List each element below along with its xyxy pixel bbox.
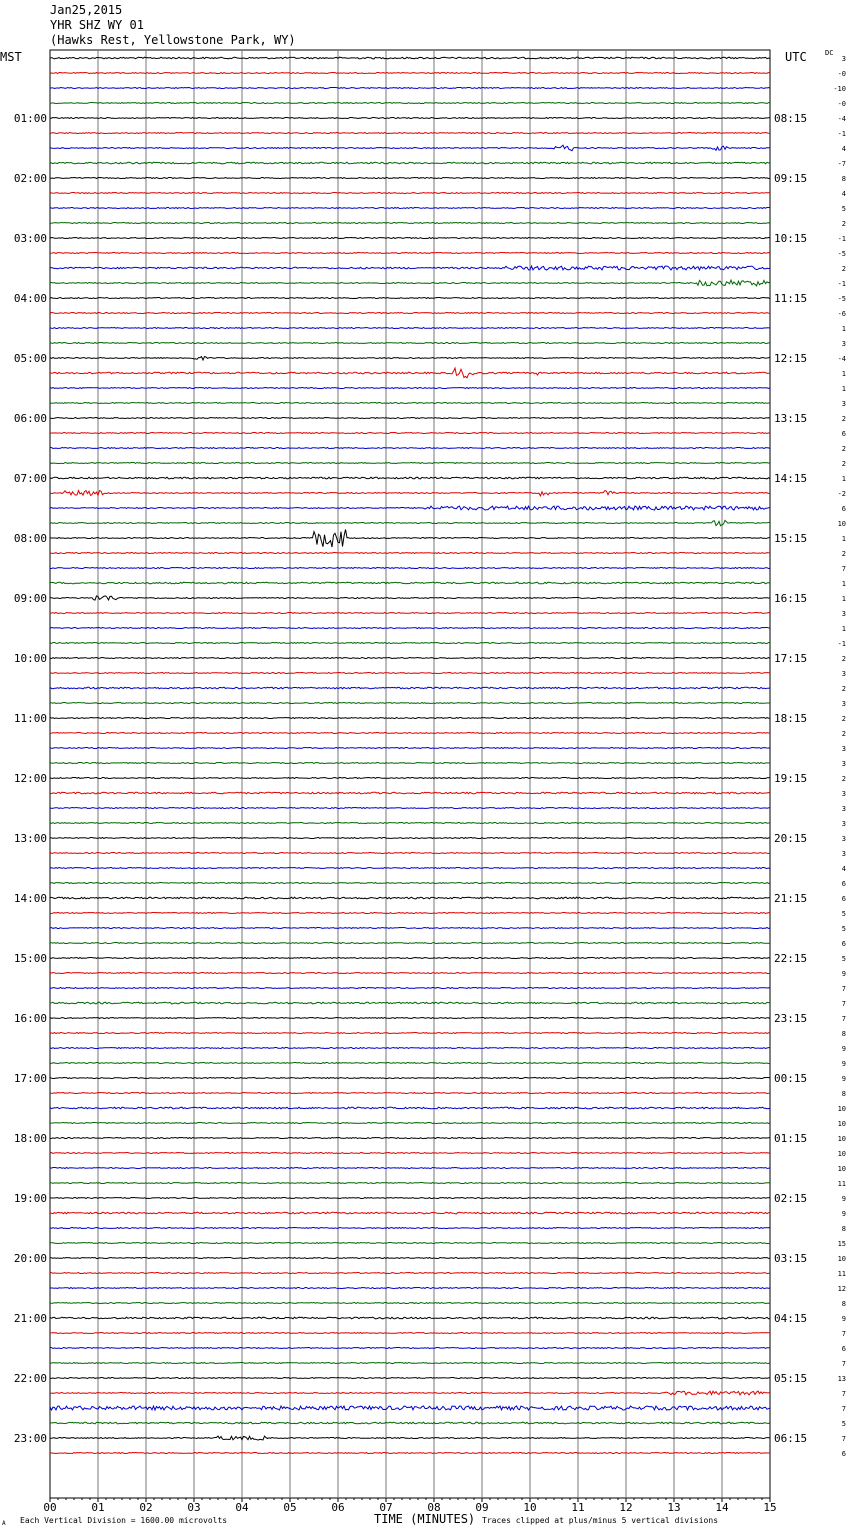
- trace-row: [50, 1243, 770, 1244]
- x-tick-label: 01: [91, 1501, 105, 1514]
- hour-label-right: 17:15: [774, 652, 808, 665]
- trace-row: [50, 1048, 770, 1049]
- trace-row: [50, 328, 770, 329]
- dc-offset-value: 2: [841, 220, 846, 228]
- trace-row: [50, 73, 770, 74]
- hour-label-left: 16:00: [13, 1012, 47, 1025]
- trace-row: [50, 718, 770, 719]
- hour-label-left: 03:00: [13, 232, 47, 245]
- trace-row: [50, 1436, 770, 1440]
- dc-offset-value: -0: [837, 70, 846, 78]
- dc-offset-value: 2: [841, 445, 846, 453]
- trace-row: [50, 733, 770, 734]
- trace-row: [50, 763, 770, 764]
- dc-offset-value: 1: [841, 535, 846, 543]
- hour-label-left: 11:00: [13, 712, 47, 725]
- dc-offset-value: 10: [837, 1105, 846, 1113]
- trace-row: [50, 208, 770, 209]
- hour-label-right: 09:15: [774, 172, 808, 185]
- hour-label-left: 09:00: [13, 592, 47, 605]
- x-tick-label: 05: [283, 1501, 297, 1514]
- dc-offset-value: -4: [837, 115, 846, 123]
- trace-row: [50, 133, 770, 134]
- dc-offset-value: 7: [841, 985, 846, 993]
- trace-row: [50, 703, 770, 704]
- trace-row: [50, 1168, 770, 1169]
- hour-label-right: 04:15: [774, 1312, 808, 1325]
- trace-row: [50, 88, 770, 89]
- vertical-division-note: Each Vertical Division = 1600.00 microvolts: [20, 1516, 228, 1525]
- axis-labels: [14, 55, 846, 1514]
- dc-offset-value: 11: [837, 1270, 846, 1278]
- dc-offset-value: 7: [841, 1435, 846, 1443]
- dc-offset-value: 1: [841, 385, 846, 393]
- trace-row: [50, 313, 770, 314]
- dc-offset-value: 3: [841, 805, 846, 813]
- dc-offset-value: 2: [841, 715, 846, 723]
- trace-row: [50, 687, 770, 689]
- dc-offset-value: 10: [837, 1150, 846, 1158]
- dc-offset-value: 5: [841, 205, 846, 213]
- hour-label-right: 01:15: [774, 1132, 808, 1145]
- trace-row: [50, 748, 770, 749]
- dc-offset-value: -6: [837, 310, 846, 318]
- dc-offset-value: -1: [837, 640, 846, 648]
- dc-offset-value: 4: [841, 190, 846, 198]
- hour-label-right: 05:15: [774, 1372, 808, 1385]
- dc-offset-value: -5: [837, 295, 846, 303]
- x-tick-label: 02: [139, 1501, 153, 1514]
- hour-label-left: 06:00: [13, 412, 47, 425]
- dc-offset-value: 3: [841, 760, 846, 768]
- dc-offset-value: 3: [841, 790, 846, 798]
- dc-offset-header: DC: [825, 49, 834, 57]
- dc-offset-value: -4: [837, 355, 846, 363]
- trace-row: [50, 973, 770, 974]
- trace-row: [50, 1422, 770, 1424]
- trace-row: [50, 1228, 770, 1229]
- hour-label-left: 21:00: [13, 1312, 47, 1325]
- trace-rows: [50, 57, 770, 1453]
- dc-offset-value: 2: [841, 775, 846, 783]
- trace-row: [50, 433, 770, 434]
- trace-row: [50, 943, 770, 944]
- dc-offset-value: 9: [841, 1045, 846, 1053]
- trace-row: [50, 1198, 770, 1199]
- trace-row: [50, 1378, 770, 1379]
- dc-offset-value: 7: [841, 1015, 846, 1023]
- trace-row: [50, 553, 770, 554]
- hour-label-left: 23:00: [13, 1432, 47, 1445]
- dc-offset-value: 12: [837, 1285, 846, 1293]
- hour-label-right: 23:15: [774, 1012, 808, 1025]
- trace-row: [50, 883, 770, 884]
- trace-row: [50, 1123, 770, 1124]
- clipping-note: Traces clipped at plus/minus 5 vertical divisions: [482, 1516, 719, 1525]
- trace-row: [50, 103, 770, 104]
- utc-timezone-label: UTC: [785, 50, 807, 64]
- trace-row: [50, 1288, 770, 1289]
- trace-row: [50, 823, 770, 824]
- dc-offset-value: 3: [841, 400, 846, 408]
- station-location: (Hawks Rest, Yellowstone Park, WY): [50, 33, 296, 47]
- trace-row: [50, 1273, 770, 1274]
- dc-offset-value: 11: [837, 1180, 846, 1188]
- dc-offset-value: 1: [841, 625, 846, 633]
- dc-offset-value: 2: [841, 265, 846, 273]
- x-tick-label: 15: [763, 1501, 777, 1514]
- trace-row: [50, 628, 770, 629]
- trace-row: [50, 506, 770, 510]
- hour-label-right: 14:15: [774, 472, 808, 485]
- dc-offset-value: 3: [841, 340, 846, 348]
- trace-row: [50, 388, 770, 389]
- hour-label-left: 20:00: [13, 1252, 47, 1265]
- dc-offset-value: 5: [841, 955, 846, 963]
- dc-offset-value: -1: [837, 235, 846, 243]
- trace-row: [50, 1333, 770, 1334]
- trace-row: [50, 838, 770, 839]
- dc-offset-value: 9: [841, 1195, 846, 1203]
- dc-offset-value: 3: [841, 670, 846, 678]
- dc-offset-value: 9: [841, 970, 846, 978]
- dc-offset-value: 3: [841, 820, 846, 828]
- dc-offset-value: 8: [841, 1030, 846, 1038]
- trace-row: [50, 1453, 770, 1454]
- hour-label-right: 20:15: [774, 832, 808, 845]
- trace-row: [50, 658, 770, 659]
- hour-label-left: 08:00: [13, 532, 47, 545]
- hour-label-left: 01:00: [13, 112, 47, 125]
- trace-row: [50, 357, 770, 361]
- dc-offset-value: -2: [837, 490, 846, 498]
- dc-offset-value: 2: [841, 550, 846, 558]
- hour-label-left: 05:00: [13, 352, 47, 365]
- dc-offset-value: 1: [841, 325, 846, 333]
- hour-label-left: 15:00: [13, 952, 47, 965]
- hour-label-left: 18:00: [13, 1132, 47, 1145]
- hour-label-right: 18:15: [774, 712, 808, 725]
- trace-row: [50, 1303, 770, 1304]
- dc-offset-value: 7: [841, 1000, 846, 1008]
- dc-offset-value: 7: [841, 565, 846, 573]
- trace-row: [50, 178, 770, 179]
- dc-offset-value: 10: [837, 1135, 846, 1143]
- trace-row: [50, 1063, 770, 1064]
- hour-label-right: 10:15: [774, 232, 808, 245]
- dc-offset-value: 5: [841, 910, 846, 918]
- trace-row: [50, 463, 770, 464]
- trace-row: [50, 1348, 770, 1349]
- x-axis-label: TIME (MINUTES): [374, 1512, 476, 1526]
- dc-offset-value: -1: [837, 280, 846, 288]
- hour-label-right: 06:15: [774, 1432, 808, 1445]
- trace-row: [50, 1317, 770, 1319]
- dc-offset-value: 7: [841, 1390, 846, 1398]
- trace-row: [50, 57, 770, 59]
- dc-offset-value: 3: [841, 745, 846, 753]
- trace-row: [50, 368, 770, 378]
- dc-offset-value: 1: [841, 475, 846, 483]
- trace-row: [50, 253, 770, 254]
- dc-offset-value: 2: [841, 655, 846, 663]
- x-tick-label: 14: [715, 1501, 729, 1514]
- hour-label-left: 19:00: [13, 1192, 47, 1205]
- hour-label-right: 22:15: [774, 952, 808, 965]
- trace-row: [50, 530, 770, 548]
- dc-offset-value: 10: [837, 1165, 846, 1173]
- dc-offset-value: 4: [841, 865, 846, 873]
- dc-offset-value: 4: [841, 145, 846, 153]
- trace-row: [50, 1002, 770, 1004]
- trace-row: [50, 568, 770, 569]
- trace-row: [50, 343, 770, 344]
- hour-label-right: 08:15: [774, 112, 808, 125]
- trace-row: [50, 613, 770, 614]
- dc-offset-value: 1: [841, 580, 846, 588]
- trace-row: [50, 1363, 770, 1364]
- trace-row: [50, 118, 770, 119]
- x-tick-label: 12: [619, 1501, 633, 1514]
- trace-row: [50, 1212, 770, 1214]
- hour-label-left: 17:00: [13, 1072, 47, 1085]
- dc-offset-value: 2: [841, 460, 846, 468]
- hour-label-right: 19:15: [774, 772, 808, 785]
- dc-offset-value: -5: [837, 250, 846, 258]
- hour-label-left: 12:00: [13, 772, 47, 785]
- hour-label-right: 16:15: [774, 592, 808, 605]
- dc-offset-value: 9: [841, 1075, 846, 1083]
- trace-row: [50, 673, 770, 674]
- trace-row: [50, 958, 770, 959]
- x-tick-label: 06: [331, 1501, 345, 1514]
- trace-row: [50, 298, 770, 299]
- trace-row: [50, 1107, 770, 1109]
- dc-offset-value: 6: [841, 880, 846, 888]
- trace-row: [50, 280, 770, 286]
- trace-row: [50, 448, 770, 449]
- dc-offset-value: 3: [841, 55, 846, 63]
- x-tick-label: 08: [427, 1501, 441, 1514]
- dc-offset-value: 1: [841, 595, 846, 603]
- trace-row: [50, 808, 770, 809]
- trace-row: [50, 145, 770, 151]
- dc-offset-value: 2: [841, 415, 846, 423]
- dc-offset-value: 8: [841, 1090, 846, 1098]
- trace-row: [50, 792, 770, 794]
- dc-offset-value: 10: [837, 520, 846, 528]
- trace-row: [50, 853, 770, 854]
- dc-offset-value: 6: [841, 505, 846, 513]
- trace-row: [50, 1093, 770, 1094]
- trace-row: [50, 988, 770, 989]
- hour-label-left: 04:00: [13, 292, 47, 305]
- x-tick-label: 13: [667, 1501, 681, 1514]
- hour-label-left: 13:00: [13, 832, 47, 845]
- dc-offset-value: 15: [837, 1240, 846, 1248]
- hour-label-right: 03:15: [774, 1252, 808, 1265]
- trace-row: [50, 582, 770, 584]
- dc-offset-value: 1: [841, 370, 846, 378]
- trace-row: [50, 778, 770, 779]
- dc-offset-value: 7: [841, 1330, 846, 1338]
- trace-row: [50, 1258, 770, 1259]
- dc-offset-value: -7: [837, 160, 846, 168]
- dc-offset-value: 10: [837, 1255, 846, 1263]
- trace-row: [50, 643, 770, 644]
- dc-offset-value: 8: [841, 1225, 846, 1233]
- hour-label-right: 21:15: [774, 892, 808, 905]
- dc-offset-value: 9: [841, 1210, 846, 1218]
- trace-row: [50, 1391, 770, 1395]
- dc-offset-value: 6: [841, 1345, 846, 1353]
- trace-row: [50, 1138, 770, 1139]
- dc-offset-value: -1: [837, 130, 846, 138]
- trace-row: [50, 162, 770, 164]
- x-tick-label: 03: [187, 1501, 201, 1514]
- dc-offset-value: 5: [841, 1420, 846, 1428]
- local-timezone-label: MST: [0, 50, 22, 64]
- trace-row: [50, 491, 770, 496]
- dc-offset-value: 6: [841, 940, 846, 948]
- trace-row: [50, 868, 770, 869]
- trace-row: [50, 1406, 770, 1410]
- trace-row: [50, 1018, 770, 1019]
- trace-row: [50, 477, 770, 479]
- trace-row: [50, 897, 770, 899]
- dc-offset-value: -10: [833, 85, 846, 93]
- dc-offset-value: 2: [841, 685, 846, 693]
- dc-offset-value: 10: [837, 1120, 846, 1128]
- corner-mark: A: [2, 1520, 6, 1527]
- x-tick-label: 11: [571, 1501, 585, 1514]
- x-tick-label: 07: [379, 1501, 393, 1514]
- hour-label-left: 02:00: [13, 172, 47, 185]
- x-tick-label: 10: [523, 1501, 537, 1514]
- dc-offset-value: 9: [841, 1315, 846, 1323]
- hour-label-right: 00:15: [774, 1072, 808, 1085]
- dc-offset-value: 5: [841, 925, 846, 933]
- trace-row: [50, 596, 770, 600]
- dc-offset-value: 6: [841, 430, 846, 438]
- hour-label-right: 13:15: [774, 412, 808, 425]
- trace-row: [50, 913, 770, 914]
- dc-offset-value: 3: [841, 835, 846, 843]
- dc-offset-value: 8: [841, 175, 846, 183]
- dc-offset-value: 7: [841, 1405, 846, 1413]
- trace-row: [50, 266, 770, 270]
- hour-label-right: 02:15: [774, 1192, 808, 1205]
- x-tick-label: 09: [475, 1501, 489, 1514]
- x-tick-label: 04: [235, 1501, 249, 1514]
- trace-row: [50, 238, 770, 239]
- station-channel: YHR SHZ WY 01: [50, 18, 144, 32]
- trace-row: [50, 928, 770, 929]
- hour-label-left: 14:00: [13, 892, 47, 905]
- dc-offset-value: 3: [841, 700, 846, 708]
- trace-row: [50, 223, 770, 224]
- dc-offset-value: 3: [841, 610, 846, 618]
- trace-row: [50, 1183, 770, 1184]
- dc-offset-value: 9: [841, 1060, 846, 1068]
- hour-label-left: 10:00: [13, 652, 47, 665]
- trace-row: [50, 1078, 770, 1079]
- trace-row: [50, 1033, 770, 1034]
- dc-offset-value: 8: [841, 1300, 846, 1308]
- trace-row: [50, 193, 770, 194]
- trace-row: [50, 1153, 770, 1154]
- hour-label-right: 15:15: [774, 532, 808, 545]
- plot-date: Jan25,2015: [50, 3, 123, 17]
- dc-offset-value: 6: [841, 1450, 846, 1458]
- hour-label-left: 07:00: [13, 472, 47, 485]
- dc-offset-value: 13: [837, 1375, 846, 1383]
- trace-row: [50, 403, 770, 404]
- hour-label-right: 11:15: [774, 292, 808, 305]
- hour-label-right: 12:15: [774, 352, 808, 365]
- dc-offset-value: 2: [841, 730, 846, 738]
- dc-offset-value: 3: [841, 850, 846, 858]
- hour-label-left: 22:00: [13, 1372, 47, 1385]
- trace-row: [50, 520, 770, 525]
- dc-offset-value: 7: [841, 1360, 846, 1368]
- x-tick-label: 00: [43, 1501, 57, 1514]
- trace-row: [50, 418, 770, 419]
- dc-offset-value: 6: [841, 895, 846, 903]
- dc-offset-value: -0: [837, 100, 846, 108]
